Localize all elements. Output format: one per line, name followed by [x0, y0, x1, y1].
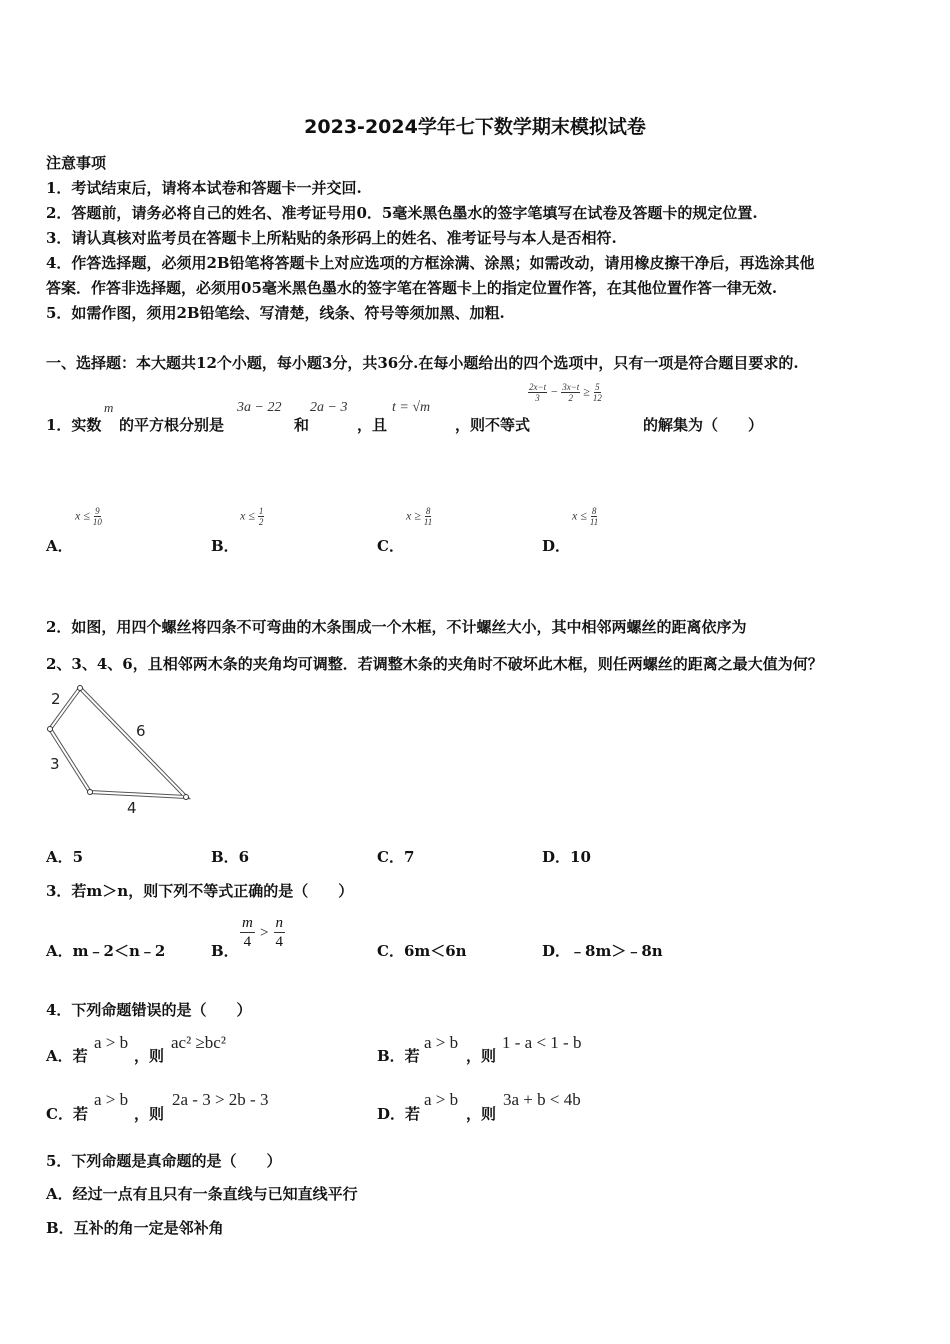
q2-option-b[interactable]: B．6 [211, 848, 250, 866]
q1-option-d[interactable]: D． [542, 537, 571, 555]
q1-expr-1: 3a − 22 [237, 400, 282, 415]
q1-text-5: ，则不等式 [455, 416, 531, 434]
q1-text-4: ，且 [357, 416, 388, 434]
notice-line-4: 4．作答选择题，必须用2B铅笔将答题卡上对应选项的方框涂满、涂黑；如需改动，请用橡皮擦干净后，再选涂其他 [46, 254, 815, 272]
ineq-den-3: 12 [592, 393, 602, 403]
notice-line-5: 答案．作答非选择题，必须用05毫米黑色墨水的签字笔在答题卡上的指定位置作答，在其他位置作答一律无效. [46, 279, 778, 297]
q4-stem: 4．下列命题错误的是（ ） [46, 1001, 252, 1019]
q1-text-3: 和 [294, 416, 310, 434]
fig-label-2: 2 [51, 690, 61, 708]
q5-stem: 5．下列命题是真命题的是（ ） [46, 1152, 282, 1170]
q4-c-then: ，则 [134, 1105, 165, 1123]
q4-a-result: ac² ≥bc² [171, 1033, 226, 1052]
q1-option-c-math [406, 506, 432, 527]
q4-a-cond: a > b [94, 1033, 129, 1052]
q1-var-m: m [104, 400, 114, 415]
q3-b-num-1: m [242, 915, 253, 931]
q3-option-b[interactable]: B． [211, 942, 239, 960]
notice-line-6: 5．如需作图，须用2B铅笔绘、写清楚，线条、符号等须加黑、加粗. [46, 304, 505, 322]
ineq-den-2: 2 [568, 393, 573, 403]
q4-option-b[interactable]: B．若 [377, 1047, 420, 1065]
q3-b-den-1: 4 [243, 934, 252, 950]
fig-label-3: 3 [50, 755, 60, 773]
q3-stem: 3．若m＞n，则下列不等式正确的是（ ） [46, 882, 354, 900]
q4-a-then: ，则 [134, 1047, 165, 1065]
q1-expr-2: 2a − 3 [310, 400, 348, 415]
notice-line-1: 1．考试结束后，请将本试卷和答题卡一并交回. [46, 179, 362, 197]
q1-option-c-lhs: x ≥ [406, 508, 421, 523]
q4-d-result: 3a + b < 4b [503, 1090, 581, 1109]
q1-option-b-num: 1 [258, 506, 264, 516]
ineq-num-3: 5 [595, 382, 600, 392]
ineq-minus: − [550, 384, 559, 399]
q2-quadrilateral-figure [40, 680, 210, 820]
q2-line-1: 2．如图，用四个螺丝将四条不可弯曲的木条围成一个木框，不计螺丝大小，其中相邻两螺丝的距离依序为 [46, 618, 747, 636]
q1-option-b-lhs: x ≤ [240, 508, 255, 523]
screw [78, 686, 83, 691]
q1-option-b-math [240, 506, 264, 527]
q1-option-c[interactable]: C． [377, 537, 404, 555]
screw [48, 727, 53, 732]
q1-option-d-den: 11 [589, 517, 599, 527]
notice-line-2: 2．答题前，请务必将自己的姓名、准考证号用0．5毫米黑色墨水的签字笔填写在试卷及答题卡的规定位置. [46, 204, 758, 222]
q5-option-a[interactable]: A．经过一点有且只有一条直线与已知直线平行 [46, 1185, 358, 1203]
q2-option-d[interactable]: D．10 [542, 848, 591, 866]
q1-text-2: 的平方根分别是 [119, 416, 225, 434]
ineq-num-1: 2x−t [529, 382, 547, 392]
screw [184, 795, 189, 800]
wooden-frame [50, 688, 186, 797]
notice-heading: 注意事项 [46, 154, 107, 172]
screw [88, 790, 93, 795]
q2-option-a[interactable]: A．5 [46, 848, 84, 866]
q3-option-d[interactable]: D．﹣8m＞﹣8n [542, 942, 663, 960]
q3-option-b-math [240, 914, 285, 951]
fig-label-4: 4 [127, 799, 137, 817]
q5-option-b[interactable]: B．互补的角一定是邻补角 [46, 1219, 224, 1237]
q4-d-then: ，则 [466, 1105, 497, 1123]
q1-option-d-math [572, 506, 598, 527]
q1-option-a[interactable]: A． [46, 537, 73, 555]
q4-c-cond: a > b [94, 1090, 129, 1109]
q1-option-d-num: 8 [591, 506, 597, 516]
q3-b-gt: > [259, 925, 269, 941]
q4-option-c[interactable]: C．若 [46, 1105, 88, 1123]
q4-d-cond: a > b [424, 1090, 459, 1109]
q4-c-result: 2a - 3 > 2b - 3 [172, 1090, 269, 1109]
q1-text-1: 1．实数 [46, 416, 102, 434]
q4-option-a[interactable]: A．若 [46, 1047, 88, 1065]
q1-option-c-num: 8 [425, 506, 431, 516]
q1-option-a-num: 9 [95, 506, 100, 516]
q1-text-6: 的解集为（ ） [643, 416, 764, 434]
ineq-num-2: 3x−t [562, 382, 580, 392]
q3-option-c[interactable]: C．6m＜6n [377, 942, 467, 960]
q3-b-num-2: n [275, 915, 283, 931]
q3-option-a[interactable]: A．m﹣2＜n﹣2 [46, 942, 166, 960]
q1-option-c-den: 11 [423, 517, 433, 527]
q1-option-a-lhs: x ≤ [75, 508, 90, 523]
q1-option-b-den: 2 [258, 517, 264, 527]
q4-b-cond: a > b [424, 1033, 459, 1052]
q1-option-d-lhs: x ≤ [572, 508, 587, 523]
q1-option-a-math [75, 506, 102, 527]
q3-b-den-2: 4 [275, 934, 283, 950]
ineq-ge: ≥ [583, 384, 590, 399]
q4-b-then: ，则 [466, 1047, 497, 1065]
notice-line-3: 3．请认真核对监考员在答题卡上所粘贴的条形码上的姓名、准考证号与本人是否相符. [46, 229, 617, 247]
fig-label-6: 6 [136, 722, 146, 740]
q1-option-b[interactable]: B． [211, 537, 239, 555]
q2-line-2: 2、3、4、6，且相邻两木条的夹角均可调整．若调整木条的夹角时不破坏此木框，则任两螺丝的距离之最大值为何？ [46, 655, 823, 673]
q4-option-d[interactable]: D．若 [377, 1105, 421, 1123]
q1-t-def: t = √m [392, 400, 431, 415]
q1-inequality [528, 382, 602, 403]
ineq-den-1: 3 [535, 393, 540, 403]
section-heading: 一、选择题：本大题共12个小题，每小题3分，共36分.在每小题给出的四个选项中，只有一项是符合题目要求的. [46, 354, 799, 372]
q1-option-a-den: 10 [92, 517, 102, 527]
q2-option-c[interactable]: C．7 [377, 848, 415, 866]
page-title: 2023-2024学年七下数学期末模拟试卷 [304, 116, 646, 138]
q4-b-result: 1 - a < 1 - b [502, 1033, 582, 1052]
